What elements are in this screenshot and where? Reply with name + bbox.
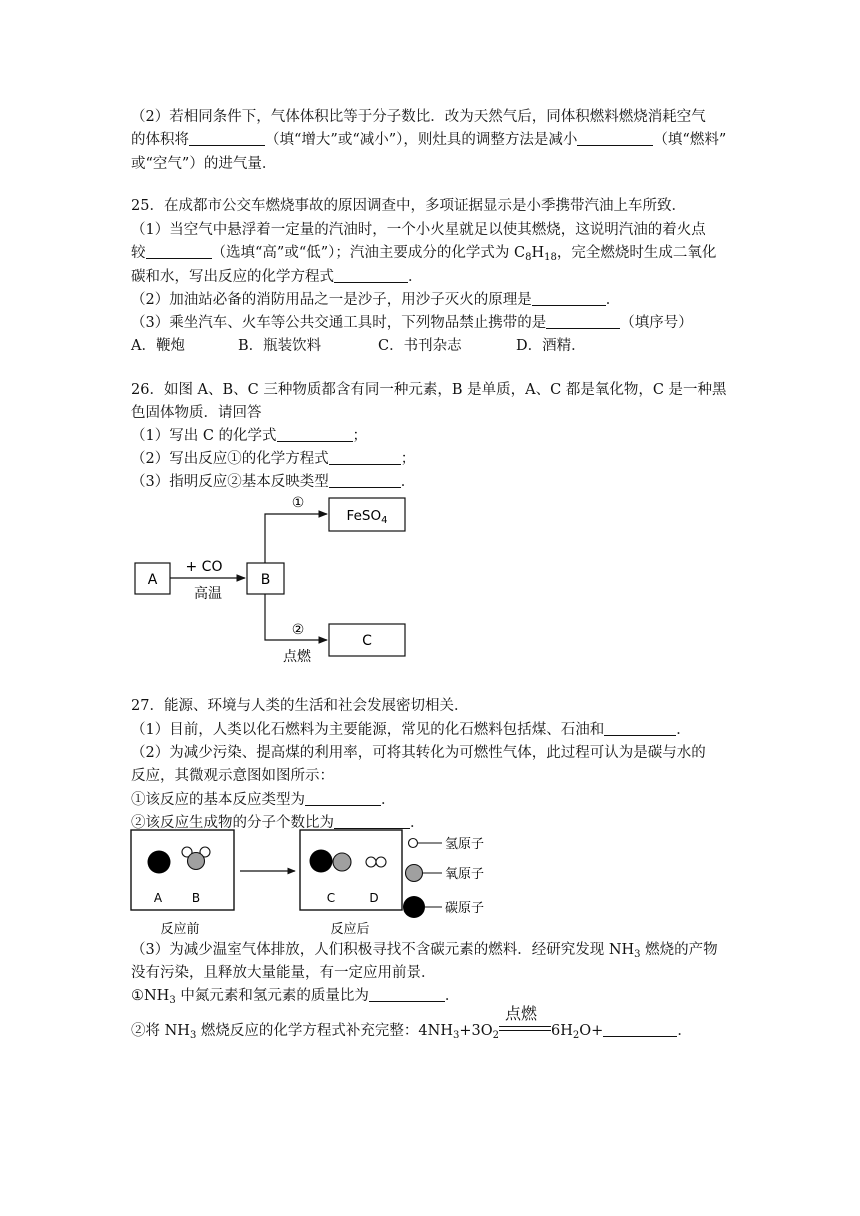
arrow-reagent: + CO [185, 559, 223, 575]
route-2-condition: 点燃 [283, 649, 311, 665]
answer-blank[interactable] [577, 131, 653, 146]
carbon-atom [310, 850, 333, 873]
before-box [131, 830, 234, 910]
q25-options [131, 337, 586, 355]
box-a-label: A [147, 572, 158, 588]
answer-blank[interactable] [189, 131, 265, 146]
branch-1 [265, 514, 327, 563]
label-d: D [369, 891, 379, 905]
branch-2 [265, 594, 327, 640]
legend-carbon: 碳原子 [445, 901, 485, 916]
q27-part3-line1: （3）为减少温室气体排放，人们积极寻找不含碳元素的燃料．经研究发现 $NH_3$ 燃烧的产物 [131, 942, 718, 960]
q26-stem-line1: 26．如图 A、B、C 三种物质都含有同一种元素，B 是单质，A、C 都是氧化物，C 是一种黑 [131, 382, 727, 398]
option-d[interactable]: D．酒精． [516, 338, 586, 354]
q25-stem: 25．在成都市公交车燃烧事故的原因调查中，多项证据显示是小季携带汽油上车所致． [131, 198, 686, 214]
q24-part2-line2: 的体积将 （填“增大”或“减小”），则灶具的调整方法是减小 （填“燃料” [131, 132, 727, 148]
answer-blank[interactable] [329, 450, 401, 465]
q27-part2-line1: （2）为减少污染、提高煤的利用率，可将其转化为可燃性气体，此过程可认为是碳与水的 [131, 745, 706, 761]
before-caption: 反应前 [160, 922, 200, 937]
answer-blank[interactable] [329, 473, 401, 488]
q27-part2-q2: ②该反应生成物的分子个数比为 ． [131, 815, 425, 831]
answer-blank[interactable] [369, 987, 445, 1002]
option-c[interactable]: C．书刊杂志 [378, 338, 462, 354]
q27-part2-q1: ①该反应的基本反应类型为 ． [131, 792, 396, 808]
hydrogen-atom [366, 857, 376, 867]
label-a: A [153, 891, 163, 905]
q27-part1: （1）目前，人类以化石燃料为主要能源，常见的化石燃料包括煤、石油和 ． [131, 722, 691, 738]
label-b: B [191, 891, 201, 905]
hydrogen-atom [376, 857, 386, 867]
q27-part2-line2: 反应，其微观示意图如图所示： [131, 768, 334, 784]
q25-part1-line2: 较 （选填“高”或“低”）；汽油主要成分的化学式为 $C_8H_{18}$，完全燃烧时生成二氧化 [131, 245, 717, 263]
box-a [135, 563, 170, 594]
oxygen-atom [188, 853, 205, 870]
answer-blank[interactable] [334, 268, 408, 283]
answer-blank[interactable] [305, 791, 381, 806]
answer-blank[interactable] [277, 427, 353, 442]
arrow-condition: 高温 [194, 586, 222, 602]
q27-part3-q2: ②将 $NH_3$ 燃烧反应的化学方程式补充完整：$4NH_3+3O_2$ 点燃 $6H_2O+$ ． [131, 1004, 692, 1041]
q24-part2-line1: （2）若相同条件下，气体体积比等于分子数比．改为天然气后，同体积燃料燃烧消耗空气 [131, 109, 706, 125]
q26-stem-line2: 色固体物质．请回答 [131, 405, 262, 421]
q25-part1-line3: 碳和水，写出反应的化学方程式 ． [131, 269, 423, 285]
answer-blank[interactable] [334, 814, 410, 829]
q26-part1: （1）写出 C 的化学式 ； [131, 428, 368, 444]
legend-hydrogen: 氢原子 [445, 837, 485, 852]
q26-part2: （2）写出反应①的化学方程式 ； [131, 451, 416, 467]
box-b [247, 563, 284, 594]
legend-carbon-icon [403, 896, 425, 918]
option-b[interactable]: B．瓶装饮料 [238, 338, 322, 354]
box-feso4 [329, 498, 405, 531]
equation-condition: 点燃 [499, 1021, 551, 1035]
answer-blank[interactable] [604, 721, 676, 736]
q25-part2: （2）加油站必备的消防用品之一是沙子，用沙子灭火的原理是 ． [131, 292, 621, 308]
route-2-label: ② [291, 622, 305, 638]
after-box [300, 830, 402, 910]
oxygen-atom [333, 853, 351, 871]
answer-blank[interactable] [603, 1022, 677, 1037]
box-c [329, 624, 405, 656]
q27-part3-q1: $①NH_3$ 中氮元素和氢元素的质量比为 ． [131, 988, 460, 1006]
q26-part3: （3）指明反应②基本反映类型 ． [131, 474, 416, 490]
answer-blank[interactable] [546, 314, 620, 329]
carbon-atom [148, 851, 171, 874]
route-1-label: ① [291, 495, 305, 511]
q25-part3: （3）乘坐汽车、火车等公共交通工具时，下列物品禁止携带的是 （填序号） [131, 315, 693, 331]
option-a[interactable]: A．鞭炮 [131, 338, 185, 354]
legend-oxygen: 氧原子 [445, 867, 485, 882]
q27-part3-line2: 没有污染，且释放大量能量，有一定应用前景． [131, 965, 436, 981]
q24-part2-line3: 或“空气”）的进气量． [131, 156, 277, 172]
q25-part1-line1: （1）当空气中悬浮着一定量的汽油时，一个小火星就足以使其燃烧，这说明汽油的着火点 [131, 222, 706, 238]
hydrogen-atom [200, 847, 210, 857]
q27-stem: 27．能源、环境与人类的生活和社会发展密切相关． [131, 698, 469, 714]
box-feso4-label: FeSO$_4$ [346, 508, 388, 526]
label-c: C [326, 891, 336, 905]
hydrogen-atom [182, 847, 192, 857]
answer-blank[interactable] [532, 291, 606, 306]
box-b-label: B [260, 572, 271, 588]
after-caption: 反应后 [330, 922, 370, 937]
box-c-label: C [362, 633, 372, 649]
answer-blank[interactable] [146, 244, 212, 259]
legend-hydrogen-icon [409, 839, 418, 848]
legend-oxygen-icon [406, 865, 423, 882]
